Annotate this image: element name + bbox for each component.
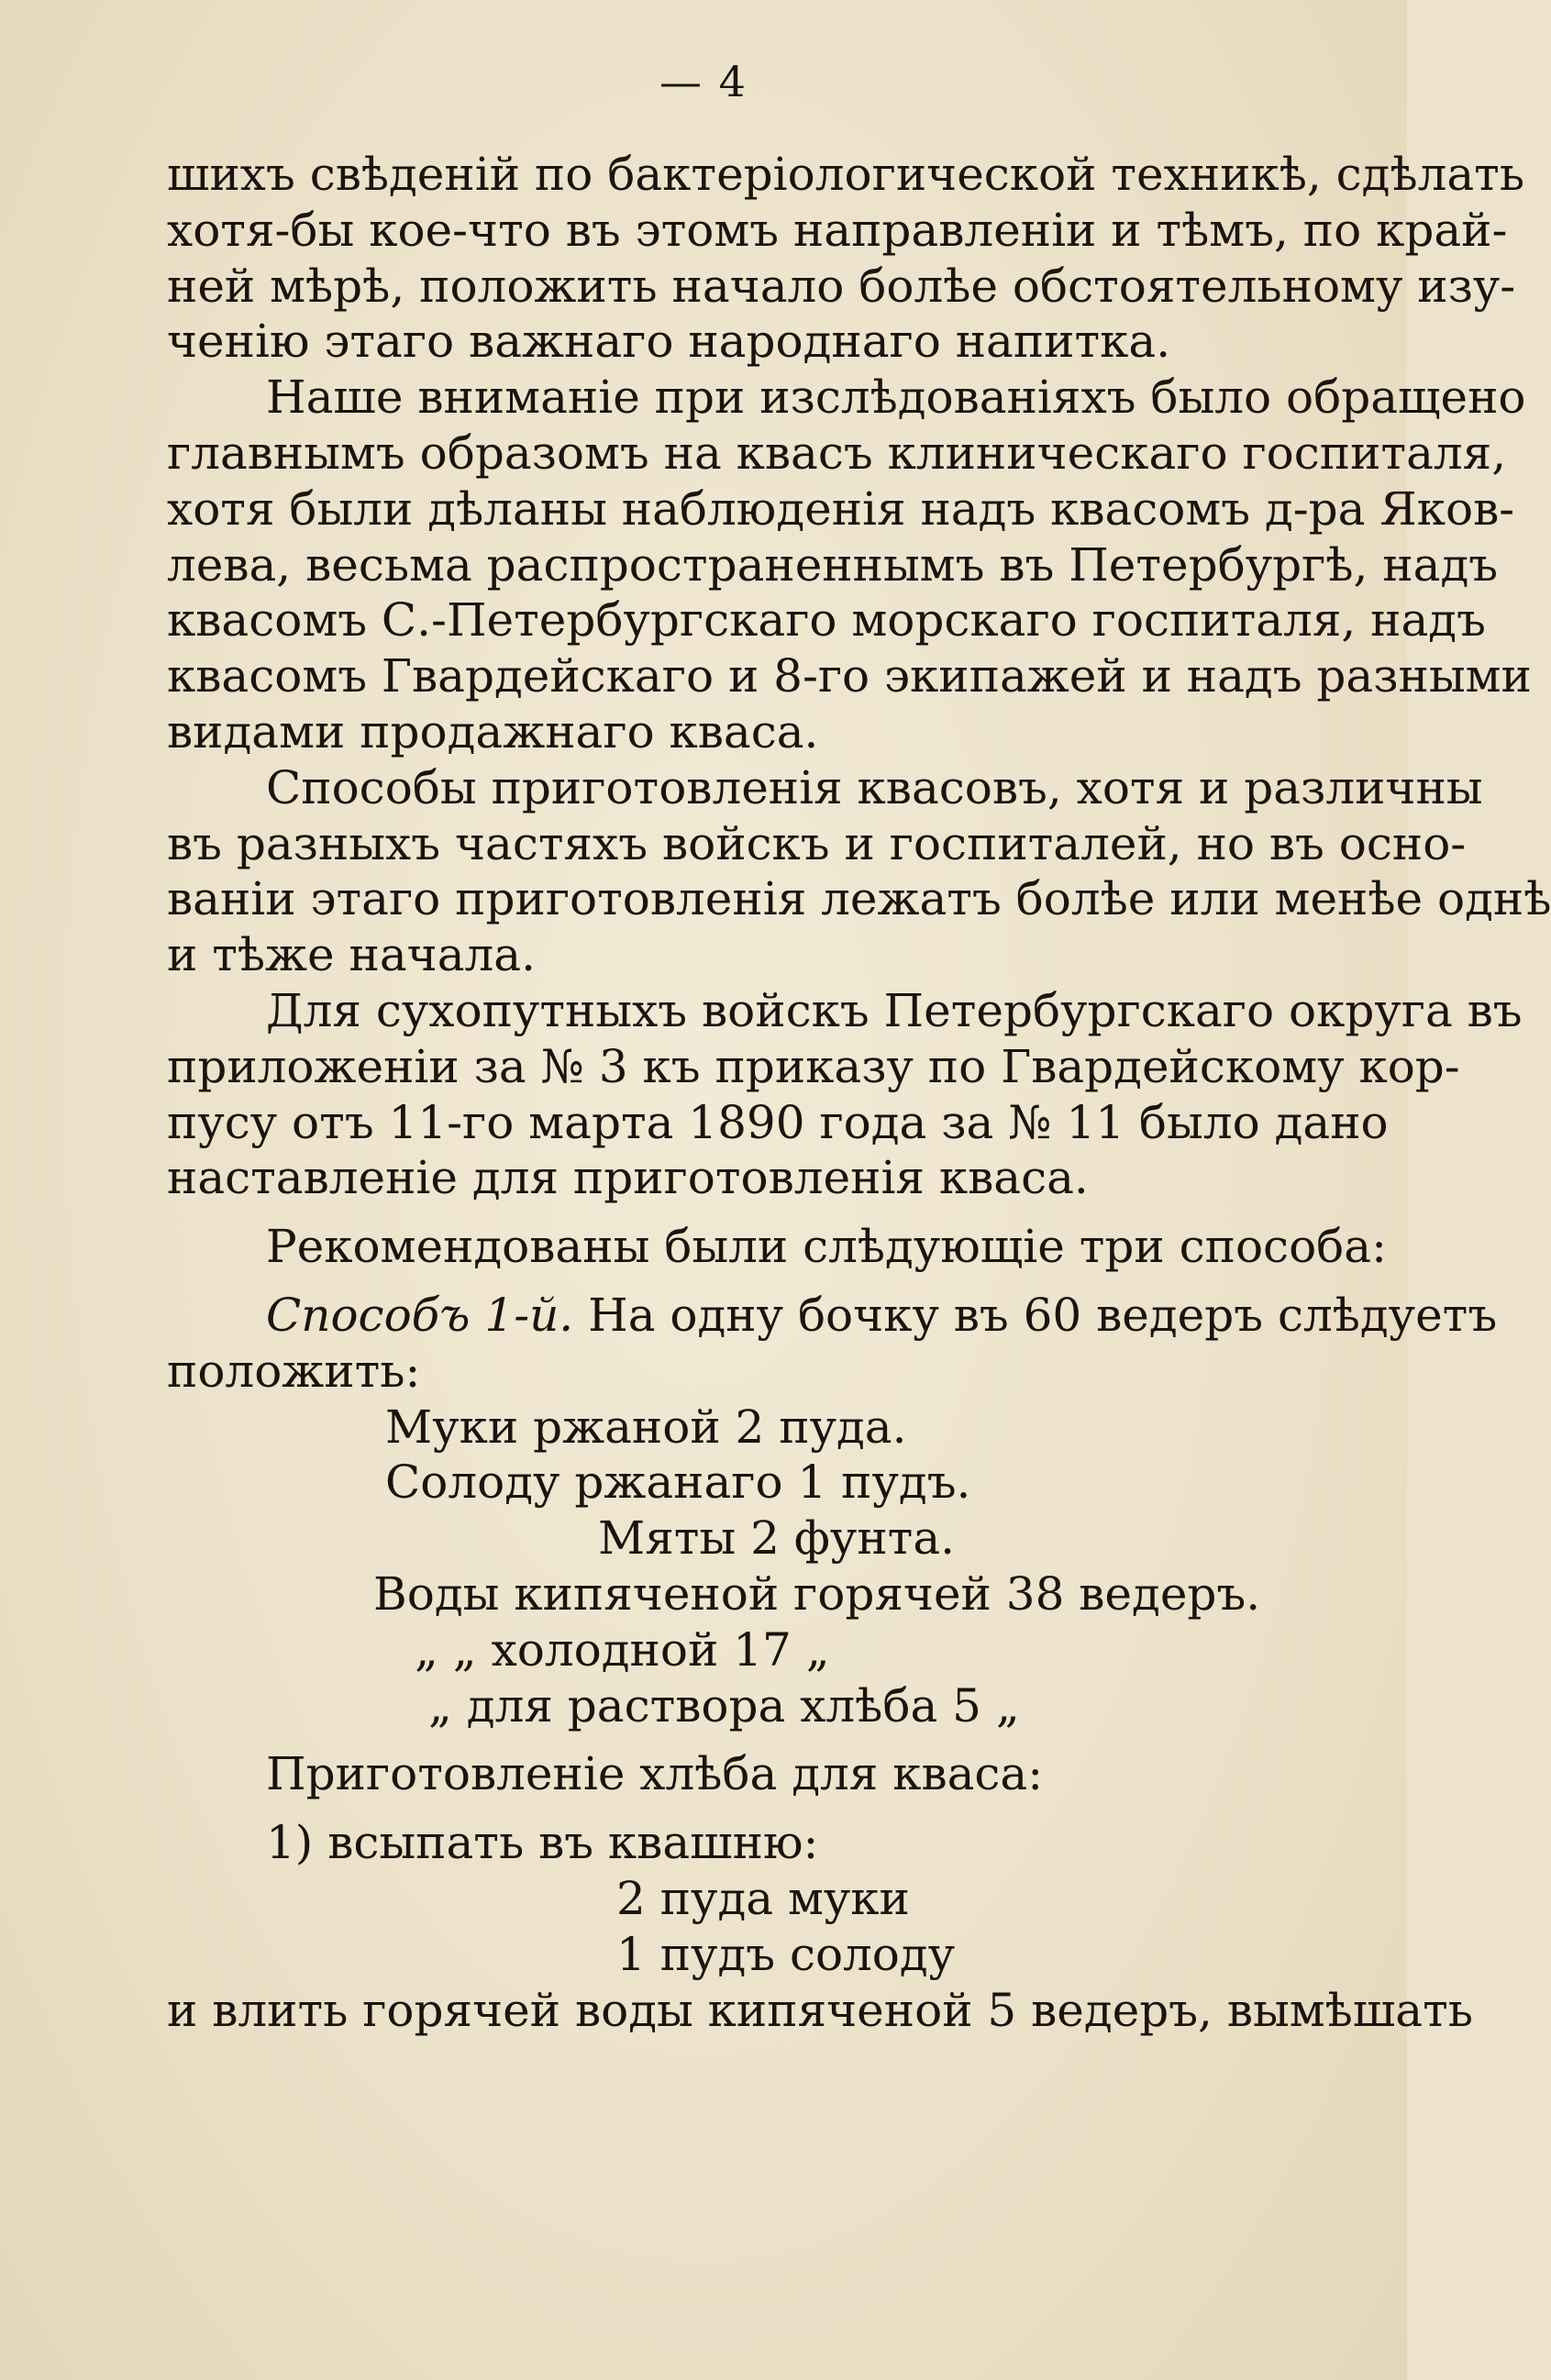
- text-line: Наше вниманіе при изслѣдованіяхъ было обращено: [266, 371, 1526, 425]
- text-line: наставленіе для приготовленія кваса.: [167, 1151, 1089, 1205]
- recipe-line: „ „ холодной 17 „: [415, 1622, 830, 1677]
- paragraph-2: [167, 370, 1532, 760]
- paragraph-9: [167, 1983, 1473, 2039]
- recipe-line: 1 пудъ солоду: [616, 1927, 956, 1981]
- recipe-list-2: [167, 1871, 1350, 1983]
- paragraph-7: [167, 1746, 1350, 1802]
- paragraph-8: [167, 1815, 1350, 1871]
- recipe-line: Мяты 2 фунта.: [598, 1511, 956, 1566]
- recipe-line: „ для раствора хлѣба 5 „: [428, 1678, 1020, 1732]
- text-line: ченію этаго важнаго народнаго напитка.: [167, 315, 1171, 369]
- text-line: и тѣже начала.: [167, 928, 536, 982]
- text-line: хотя-бы кое-что въ этомъ направленіи и тѣмъ, по край-: [167, 203, 1508, 257]
- text-line: Рекомендованы были слѣдующіе три способа:: [266, 1220, 1387, 1274]
- method-text: На одну бочку въ 60 ведеръ слѣдуетъ: [573, 1288, 1498, 1342]
- text-line: хотя были дѣланы наблюденія надъ квасомъ д-ра Яков-: [167, 482, 1515, 536]
- recipe-line: 2 пуда муки: [616, 1871, 910, 1925]
- text-line: 1) всыпать въ квашню:: [266, 1816, 819, 1870]
- text-line: пусу отъ 11-го марта 1890 года за № 11 было дано: [167, 1095, 1389, 1149]
- page-text: [167, 147, 1551, 2038]
- recipe-line: Воды кипяченой горячей 38 ведеръ.: [373, 1566, 1261, 1621]
- paragraph-1: [167, 147, 1525, 370]
- recipe-list-1: [167, 1400, 1350, 1734]
- text-line: приложеніи за № 3 къ приказу по Гвардейскому кор-: [167, 1039, 1460, 1093]
- page-number: — 4: [659, 57, 748, 106]
- recipe-line: Муки ржаной 2 пуда.: [385, 1400, 907, 1454]
- paragraph-4: [167, 983, 1523, 1206]
- text-line: квасомъ С.-Петербургскаго морскаго госпиталя, надъ: [167, 593, 1486, 648]
- paragraph-6: [167, 1288, 1498, 1400]
- text-line: лева, весьма распространеннымъ въ Петербургѣ, надъ: [167, 537, 1499, 592]
- text-line: Приготовленіе хлѣба для кваса:: [266, 1747, 1044, 1801]
- text-line: квасомъ Гвардейскаго и 8-го экипажей и надъ разными: [167, 649, 1532, 703]
- text-line: ней мѣрѣ, положить начало болѣе обстоятельному изу-: [167, 259, 1516, 313]
- paragraph-3: [167, 760, 1551, 983]
- text-line: въ разныхъ частяхъ войскъ и госпиталей, но въ осно-: [167, 816, 1467, 870]
- text-line: главнымъ образомъ на квасъ клиническаго госпиталя,: [167, 426, 1507, 480]
- text-line: видами продажнаго кваса.: [167, 704, 819, 758]
- paragraph-5: [167, 1219, 1387, 1275]
- text-line: шихъ свѣденій по бактеріологической техникѣ, сдѣлать: [167, 148, 1525, 201]
- method-heading: Способъ 1-й.: [266, 1288, 574, 1342]
- text-line: [167, 1288, 1498, 1344]
- text-line: ваніи этаго приготовленія лежатъ болѣе или менѣе однѣ: [167, 872, 1551, 926]
- text-line: Способы приготовленія квасовъ, хотя и различны: [266, 760, 1483, 814]
- text-line: и влить горячей воды кипяченой 5 ведеръ, вымѣшать: [167, 1983, 1473, 2037]
- text-line: Для сухопутныхъ войскъ Петербургскаго округа въ: [266, 983, 1523, 1037]
- text-line: положить:: [167, 1344, 421, 1398]
- recipe-line: Солоду ржанаго 1 пудъ.: [385, 1456, 971, 1510]
